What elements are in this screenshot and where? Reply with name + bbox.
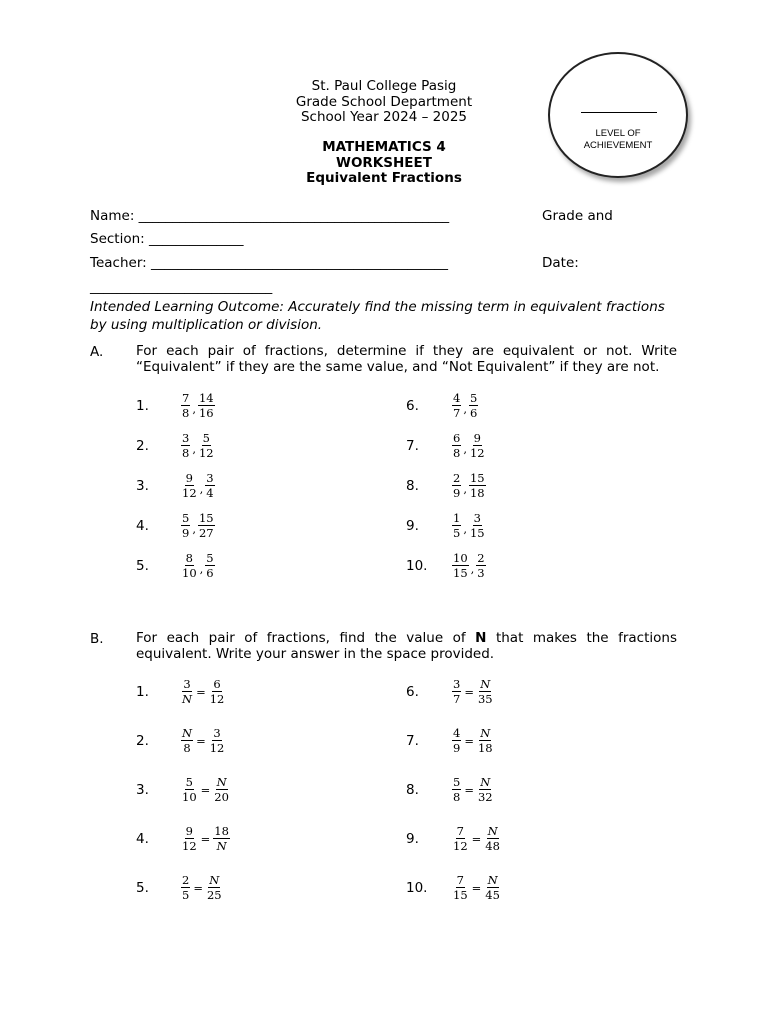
second-fraction (468, 512, 487, 539)
first-fraction (451, 727, 462, 754)
section-b-item-expression (180, 825, 231, 852)
first-fraction (451, 472, 462, 499)
school-name: St. Paul College Pasig (311, 78, 457, 94)
first-denominator: 8 (453, 790, 461, 804)
first-numerator: 10 (453, 551, 468, 565)
equals-sign: = (196, 733, 206, 748)
comma-separator: , (199, 561, 204, 576)
first-fraction (451, 512, 462, 539)
section-field[interactable]: Section: ______________ (90, 231, 244, 247)
second-fraction (197, 432, 216, 459)
first-numerator: 4 (453, 391, 461, 405)
section-a-item-expression (180, 392, 216, 419)
second-denominator: 12 (469, 446, 485, 460)
second-fraction (204, 552, 215, 579)
badge-label-line2: ACHIEVEMENT (583, 140, 653, 151)
first-numerator: 3 (182, 431, 190, 445)
first-numerator: 2 (453, 471, 461, 485)
second-numerator: 18 (214, 824, 229, 838)
second-denominator: 16 (198, 406, 214, 420)
second-fraction (204, 472, 215, 499)
section-b-item-expression (451, 678, 495, 705)
second-denominator: 12 (209, 741, 225, 755)
second-denominator: 45 (485, 888, 500, 902)
comma-separator: , (192, 521, 196, 536)
first-numerator: 3 (183, 677, 191, 691)
date-field[interactable]: ___________________________ (90, 279, 273, 295)
section-b-letter: B. (90, 631, 104, 647)
second-fraction (212, 776, 231, 803)
second-denominator: 25 (206, 888, 222, 902)
first-denominator: 8 (182, 446, 190, 460)
first-numerator: 8 (185, 551, 193, 565)
first-numerator: 4 (453, 726, 461, 740)
intended-learning-outcome: Intended Learning Outcome: Accurately find the missing term in equivalent fractions by using multiplication or division. (90, 299, 665, 333)
first-numerator: 2 (182, 873, 190, 887)
second-numerator: 3 (206, 471, 214, 485)
comma-separator: , (192, 441, 196, 456)
variable-n: N (475, 630, 487, 646)
second-denominator: 4 (206, 486, 214, 500)
section-b-item-number: 5. (136, 880, 149, 896)
second-denominator: 3 (477, 566, 485, 580)
first-fraction (451, 432, 462, 459)
second-denominator: 15 (469, 526, 485, 540)
first-denominator: 15 (453, 888, 468, 902)
first-denominator: 5 (182, 888, 190, 902)
score-line (581, 112, 657, 113)
second-numerator: 5 (202, 431, 210, 445)
second-numerator: N (487, 824, 498, 838)
second-fraction (212, 825, 231, 852)
section-b-item-expression (451, 874, 502, 901)
first-denominator: 8 (182, 406, 190, 420)
second-denominator: 20 (214, 790, 229, 804)
first-denominator: 12 (182, 839, 197, 853)
section-a-item-number: 9. (406, 518, 419, 534)
first-denominator: N (182, 692, 193, 706)
section-b-item-number: 3. (136, 782, 149, 798)
comma-separator: , (470, 561, 475, 576)
second-denominator: 32 (477, 790, 493, 804)
equals-sign: = (200, 782, 211, 797)
first-fraction (451, 874, 470, 901)
first-numerator: 3 (453, 677, 461, 691)
comma-separator: , (192, 401, 196, 416)
second-fraction (483, 874, 502, 901)
level-of-achievement-badge (548, 52, 688, 178)
second-fraction (197, 392, 216, 419)
first-fraction (451, 392, 462, 419)
section-a-item-expression (451, 432, 487, 459)
first-numerator: 9 (185, 824, 193, 838)
section-a-item-number: 7. (406, 438, 419, 454)
comma-separator: , (463, 481, 467, 496)
first-numerator: 1 (453, 511, 461, 525)
first-denominator: 7 (453, 692, 461, 706)
first-fraction (180, 552, 199, 579)
section-a-item-number: 3. (136, 478, 149, 494)
first-numerator: N (182, 726, 193, 740)
first-fraction (180, 678, 194, 705)
second-numerator: N (209, 873, 220, 887)
second-numerator: 14 (198, 391, 214, 405)
second-fraction (476, 678, 495, 705)
section-a-item-expression (451, 392, 479, 419)
section-b-item-expression (180, 678, 226, 705)
name-field[interactable]: Name: ______________________________________________ (90, 208, 450, 224)
equals-sign: = (471, 831, 482, 846)
second-denominator: N (216, 839, 227, 853)
equals-sign: = (471, 880, 482, 895)
second-fraction (476, 727, 495, 754)
equals-sign: = (193, 880, 203, 895)
section-b-item-number: 2. (136, 733, 149, 749)
equals-sign: = (200, 831, 211, 846)
first-denominator: 9 (453, 486, 461, 500)
section-b-instruction-post: that makes the fractions equivalent. Write your answer in the space provided. (136, 630, 678, 662)
section-b-instruction (136, 631, 677, 662)
section-a-letter: A. (90, 344, 104, 360)
second-numerator: N (480, 726, 491, 740)
first-numerator: 9 (185, 471, 193, 485)
first-numerator: 5 (182, 511, 190, 525)
section-a-item-expression (451, 552, 487, 579)
comma-separator: , (199, 481, 204, 496)
section-a-item-number: 4. (136, 518, 149, 534)
first-fraction (451, 825, 470, 852)
section-b-item-number: 4. (136, 831, 149, 847)
equals-sign: = (196, 684, 206, 699)
second-numerator: N (480, 677, 491, 691)
second-denominator: 6 (206, 566, 214, 580)
second-fraction (208, 678, 227, 705)
second-numerator: 3 (473, 511, 481, 525)
first-fraction (180, 874, 191, 901)
topic-title: Equivalent Fractions (306, 170, 462, 186)
second-numerator: 5 (469, 391, 478, 405)
first-denominator: 9 (453, 741, 461, 755)
section-a-item-number: 10. (406, 558, 428, 574)
section-a-item-number: 2. (136, 438, 149, 454)
second-denominator: 6 (469, 406, 478, 420)
second-fraction (197, 512, 216, 539)
section-b-item-number: 8. (406, 782, 419, 798)
first-denominator: 15 (453, 566, 468, 580)
second-numerator: 15 (469, 471, 485, 485)
badge-label-line1: LEVEL OF (595, 128, 641, 139)
second-denominator: 18 (477, 741, 493, 755)
first-numerator: 7 (182, 391, 190, 405)
first-fraction (180, 512, 191, 539)
first-denominator: 12 (182, 486, 197, 500)
section-b-item-number: 1. (136, 684, 149, 700)
second-denominator: 48 (485, 839, 500, 853)
section-b-item-number: 10. (406, 880, 428, 896)
subject-title: MATHEMATICS 4 (322, 139, 446, 155)
first-denominator: 7 (453, 406, 461, 420)
grade-and-label: Grade and (542, 208, 613, 224)
second-fraction (205, 874, 224, 901)
first-denominator: 8 (453, 446, 461, 460)
badge-label (550, 128, 686, 152)
first-fraction (451, 678, 462, 705)
first-fraction (180, 776, 199, 803)
first-numerator: 5 (453, 775, 461, 789)
second-numerator: N (487, 873, 498, 887)
second-fraction (468, 472, 487, 499)
section-b-item-expression (180, 727, 226, 754)
second-fraction (483, 825, 502, 852)
section-b-item-expression (451, 727, 495, 754)
section-a-item-expression (451, 472, 487, 499)
second-numerator: 15 (198, 511, 214, 525)
second-fraction (468, 392, 479, 419)
second-fraction (475, 552, 486, 579)
second-denominator: 12 (209, 692, 225, 706)
second-numerator: N (216, 775, 227, 789)
comma-separator: , (463, 521, 467, 536)
first-fraction (451, 552, 470, 579)
section-b-item-number: 7. (406, 733, 419, 749)
second-fraction (208, 727, 227, 754)
second-numerator: 3 (213, 726, 221, 740)
school-year: School Year 2024 – 2025 (300, 109, 468, 125)
first-numerator: 6 (453, 431, 461, 445)
section-b-item-number: 6. (406, 684, 419, 700)
section-b-item-expression (180, 874, 224, 901)
section-a-item-expression (180, 512, 216, 539)
second-fraction (468, 432, 487, 459)
first-fraction (180, 432, 191, 459)
section-a-item-number: 6. (406, 398, 419, 414)
first-numerator: 7 (456, 873, 464, 887)
section-a-item-expression (180, 552, 216, 579)
section-a-item-number: 1. (136, 398, 149, 414)
equals-sign: = (464, 782, 474, 797)
second-denominator: 27 (198, 526, 214, 540)
first-numerator: 7 (456, 824, 464, 838)
section-b-item-expression (180, 776, 231, 803)
equals-sign: = (464, 684, 474, 699)
first-denominator: 9 (182, 526, 190, 540)
first-fraction (180, 472, 199, 499)
first-numerator: 5 (185, 775, 193, 789)
second-numerator: N (480, 775, 491, 789)
first-fraction (451, 776, 462, 803)
first-fraction (180, 727, 194, 754)
section-b-instruction-pre: For each pair of fractions, find the value of (136, 630, 476, 646)
section-a-item-expression (180, 472, 216, 499)
section-b-item-expression (451, 776, 495, 803)
first-denominator: 8 (183, 741, 191, 755)
first-fraction (180, 392, 191, 419)
section-b-item-number: 9. (406, 831, 419, 847)
first-denominator: 10 (182, 790, 197, 804)
section-a-item-expression (180, 432, 216, 459)
section-a-item-expression (451, 512, 487, 539)
second-fraction (476, 776, 495, 803)
second-denominator: 12 (198, 446, 214, 460)
date-label: Date: (542, 255, 579, 271)
second-denominator: 35 (477, 692, 493, 706)
second-denominator: 18 (469, 486, 485, 500)
section-b-item-expression (451, 825, 502, 852)
second-numerator: 5 (206, 551, 214, 565)
first-denominator: 12 (453, 839, 468, 853)
comma-separator: , (463, 401, 467, 416)
first-denominator: 10 (182, 566, 197, 580)
comma-separator: , (463, 441, 467, 456)
equals-sign: = (464, 733, 474, 748)
teacher-field[interactable]: Teacher: ____________________________________________ (90, 255, 448, 271)
department-name: Grade School Department (295, 94, 473, 110)
worksheet-title: WORKSHEET (336, 155, 432, 171)
second-numerator: 6 (213, 677, 221, 691)
second-numerator: 2 (477, 551, 485, 565)
first-fraction (180, 825, 199, 852)
second-numerator: 9 (473, 431, 481, 445)
section-a-item-number: 8. (406, 478, 419, 494)
first-denominator: 5 (453, 526, 461, 540)
section-a-instruction: For each pair of fractions, determine if they are equivalent or not. Write “Equivalent” if they are the same value, and “Not Equivalent” if they are not. (136, 343, 677, 375)
section-a-item-number: 5. (136, 558, 149, 574)
